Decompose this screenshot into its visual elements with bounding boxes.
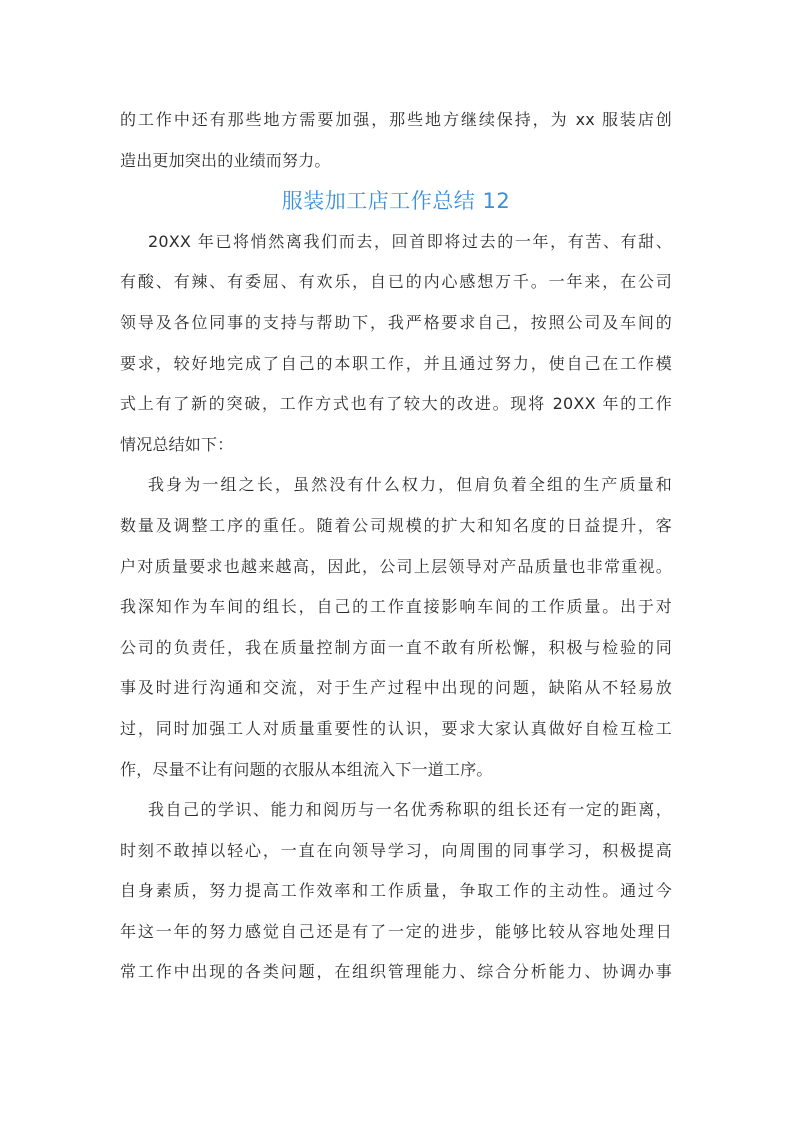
text-line: 常工作中出现的各类问题，在组织管理能力、综合分析能力、协调办事 — [120, 962, 672, 982]
text-line: 事及时进行沟通和交流，对于生产过程中出现的问题，缺陷从不轻易放 — [120, 678, 672, 698]
text-line: 我深知作为车间的组长，自己的工作直接影响车间的工作质量。出于对 — [120, 597, 672, 617]
text-line: 式上有了新的突破，工作方式也有了较大的改进。现将 20XX 年的工作 — [120, 394, 672, 414]
text-line: 我身为一组之长，虽然没有什么权力，但肩负着全组的生产质量和 — [148, 475, 672, 495]
text-line: 时刻不敢掉以轻心，一直在向领导学习，向周围的同事学习，积极提高 — [120, 840, 672, 860]
text-line: 年这一年的努力感觉自己还是有了一定的进步，能够比较从容地处理日 — [120, 921, 672, 941]
text-line: 领导及各位同事的支持与帮助下，我严格要求自己，按照公司及车间的 — [120, 312, 672, 332]
text-line: 过，同时加强工人对质量重要性的认识，要求大家认真做好自检互检工 — [120, 718, 672, 738]
text-line: 数量及调整工序的重任。随着公司规模的扩大和知名度的日益提升，客 — [120, 515, 672, 535]
paragraph-1 — [120, 222, 672, 466]
text-line: 公司的负责任，我在质量控制方面一直不敢有所松懈，积极与检验的同 — [120, 637, 672, 657]
document-body — [120, 100, 672, 993]
text-line: 作，尽量不让有问题的衣服从本组流入下一道工序。 — [120, 759, 493, 779]
intro-paragraph — [120, 100, 672, 181]
text-line: 情况总结如下： — [120, 434, 234, 454]
text-line: 的工作中还有那些地方需要加强，那些地方继续保持，为 xx 服装店创 — [120, 110, 672, 129]
paragraph-3 — [120, 790, 672, 993]
text-line: 要求，较好地完成了自己的本职工作，并且通过努力，使自己在工作模 — [120, 353, 672, 373]
paragraph-2 — [120, 465, 672, 790]
text-line: 户对质量要求也越来越高，因此，公司上层领导对产品质量也非常重视。 — [120, 556, 672, 576]
text-line: 有酸、有辣、有委屈、有欢乐，自已的内心感想万千。一年来，在公司 — [120, 272, 672, 292]
text-line: 20XX 年已将悄然离我们而去，回首即将过去的一年，有苦、有甜、 — [148, 231, 672, 251]
text-line: 我自己的学识、能力和阅历与一名优秀称职的组长还有一定的距离， — [148, 800, 672, 820]
text-line: 造出更加突出的业绩而努力。 — [120, 150, 331, 170]
section-heading: 服装加工店工作总结 12 — [281, 189, 511, 214]
text-line: 自身素质，努力提高工作效率和工作质量，争取工作的主动性。通过今 — [120, 881, 672, 901]
